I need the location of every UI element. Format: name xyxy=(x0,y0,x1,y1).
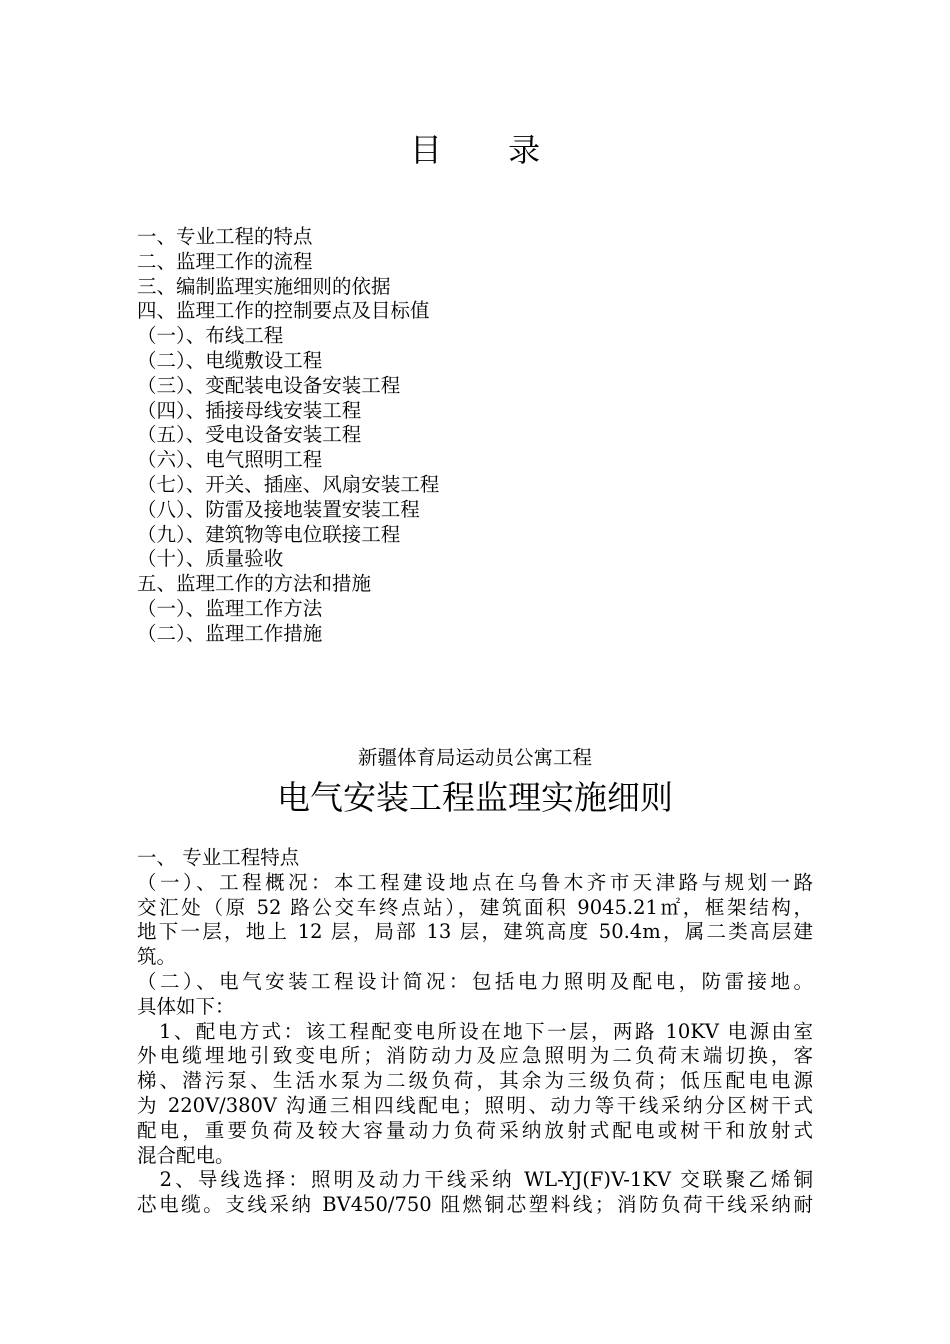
paragraph-line: 交汇处（原 52 路公交车终点站），建筑面积 9045.21㎡，框架结构， xyxy=(137,895,813,919)
toc-item: （二）、电缆敷设工程 xyxy=(137,348,323,372)
toc-item: （八）、防雷及接地装置安装工程 xyxy=(137,497,420,521)
table-of-contents xyxy=(137,225,837,647)
paragraph-line: 梯、潜污泵、生活水泵为二级负荷，其余为三级负荷；低压配电电源 xyxy=(137,1069,813,1093)
paragraph-line: （一）、工程概况：本工程建设地点在乌鲁木齐市天津路与规划一路 xyxy=(137,870,813,894)
paragraph-line: 外电缆埋地引致变电所；消防动力及应急照明为二负荷末端切换，客 xyxy=(137,1044,813,1068)
toc-item: （七）、开关、插座、风扇安装工程 xyxy=(137,472,440,496)
toc-item: （六）、电气照明工程 xyxy=(137,448,323,472)
toc-item: 五、监理工作的方法和措施 xyxy=(137,572,372,596)
toc-item: （三）、变配装电设备安装工程 xyxy=(137,373,401,397)
toc-item: （十）、质量验收 xyxy=(137,547,284,571)
paragraph-line: 为 220V/380V 沟通三相四线配电；照明、动力等干线采纳分区树干式 xyxy=(137,1093,813,1117)
paragraph-line: 具体如下： xyxy=(137,994,235,1018)
section-heading: 一、 专业工程特点 xyxy=(137,846,300,869)
paragraph-line: 配电，重要负荷及较大容量动力负荷采纳放射式配电或树干和放射式 xyxy=(137,1118,813,1142)
toc-title: 目 录 xyxy=(409,131,569,169)
toc-item: 四、监理工作的控制要点及目标值 xyxy=(137,299,430,323)
toc-item: （五）、受电设备安装工程 xyxy=(137,423,362,447)
document-title: 电气安装工程监理实施细则 xyxy=(277,778,673,817)
body-text xyxy=(137,846,813,1218)
toc-item: （九）、建筑物等电位联接工程 xyxy=(137,522,401,546)
toc-item: 二、监理工作的流程 xyxy=(137,249,313,273)
toc-item: （四）、插接母线安装工程 xyxy=(137,398,362,422)
toc-item: 三、编制监理实施细则的依据 xyxy=(137,274,391,298)
paragraph-line: 芯电缆。支线采纳 BV450/750 阻燃铜芯塑料线；消防负荷干线采纳耐 xyxy=(137,1193,813,1217)
paragraph-line: 地下一层，地上 12 层，局部 13 层，建筑高度 50.4m，属二类高层建 xyxy=(137,920,813,944)
toc-item: （一）、监理工作方法 xyxy=(137,596,323,620)
project-name: 新疆体育局运动员公寓工程 xyxy=(357,746,592,769)
paragraph-line: 1、配电方式：该工程配变电所设在地下一层，两路 10KV 电源由室 xyxy=(137,1019,813,1043)
paragraph-line: 混合配电。 xyxy=(137,1143,235,1167)
toc-item: （一）、布线工程 xyxy=(137,324,284,348)
toc-item: 一、专业工程的特点 xyxy=(137,225,313,248)
paragraph-line: 筑。 xyxy=(137,945,177,969)
toc-item: （二）、监理工作措施 xyxy=(137,621,323,645)
paragraph-line: （二）、电气安装工程设计简况：包括电力照明及配电，防雷接地。 xyxy=(137,969,813,993)
paragraph-line: 2、导线选择：照明及动力干线采纳 WL-YJ(F)V-1KV 交联聚乙烯铜 xyxy=(137,1168,813,1192)
